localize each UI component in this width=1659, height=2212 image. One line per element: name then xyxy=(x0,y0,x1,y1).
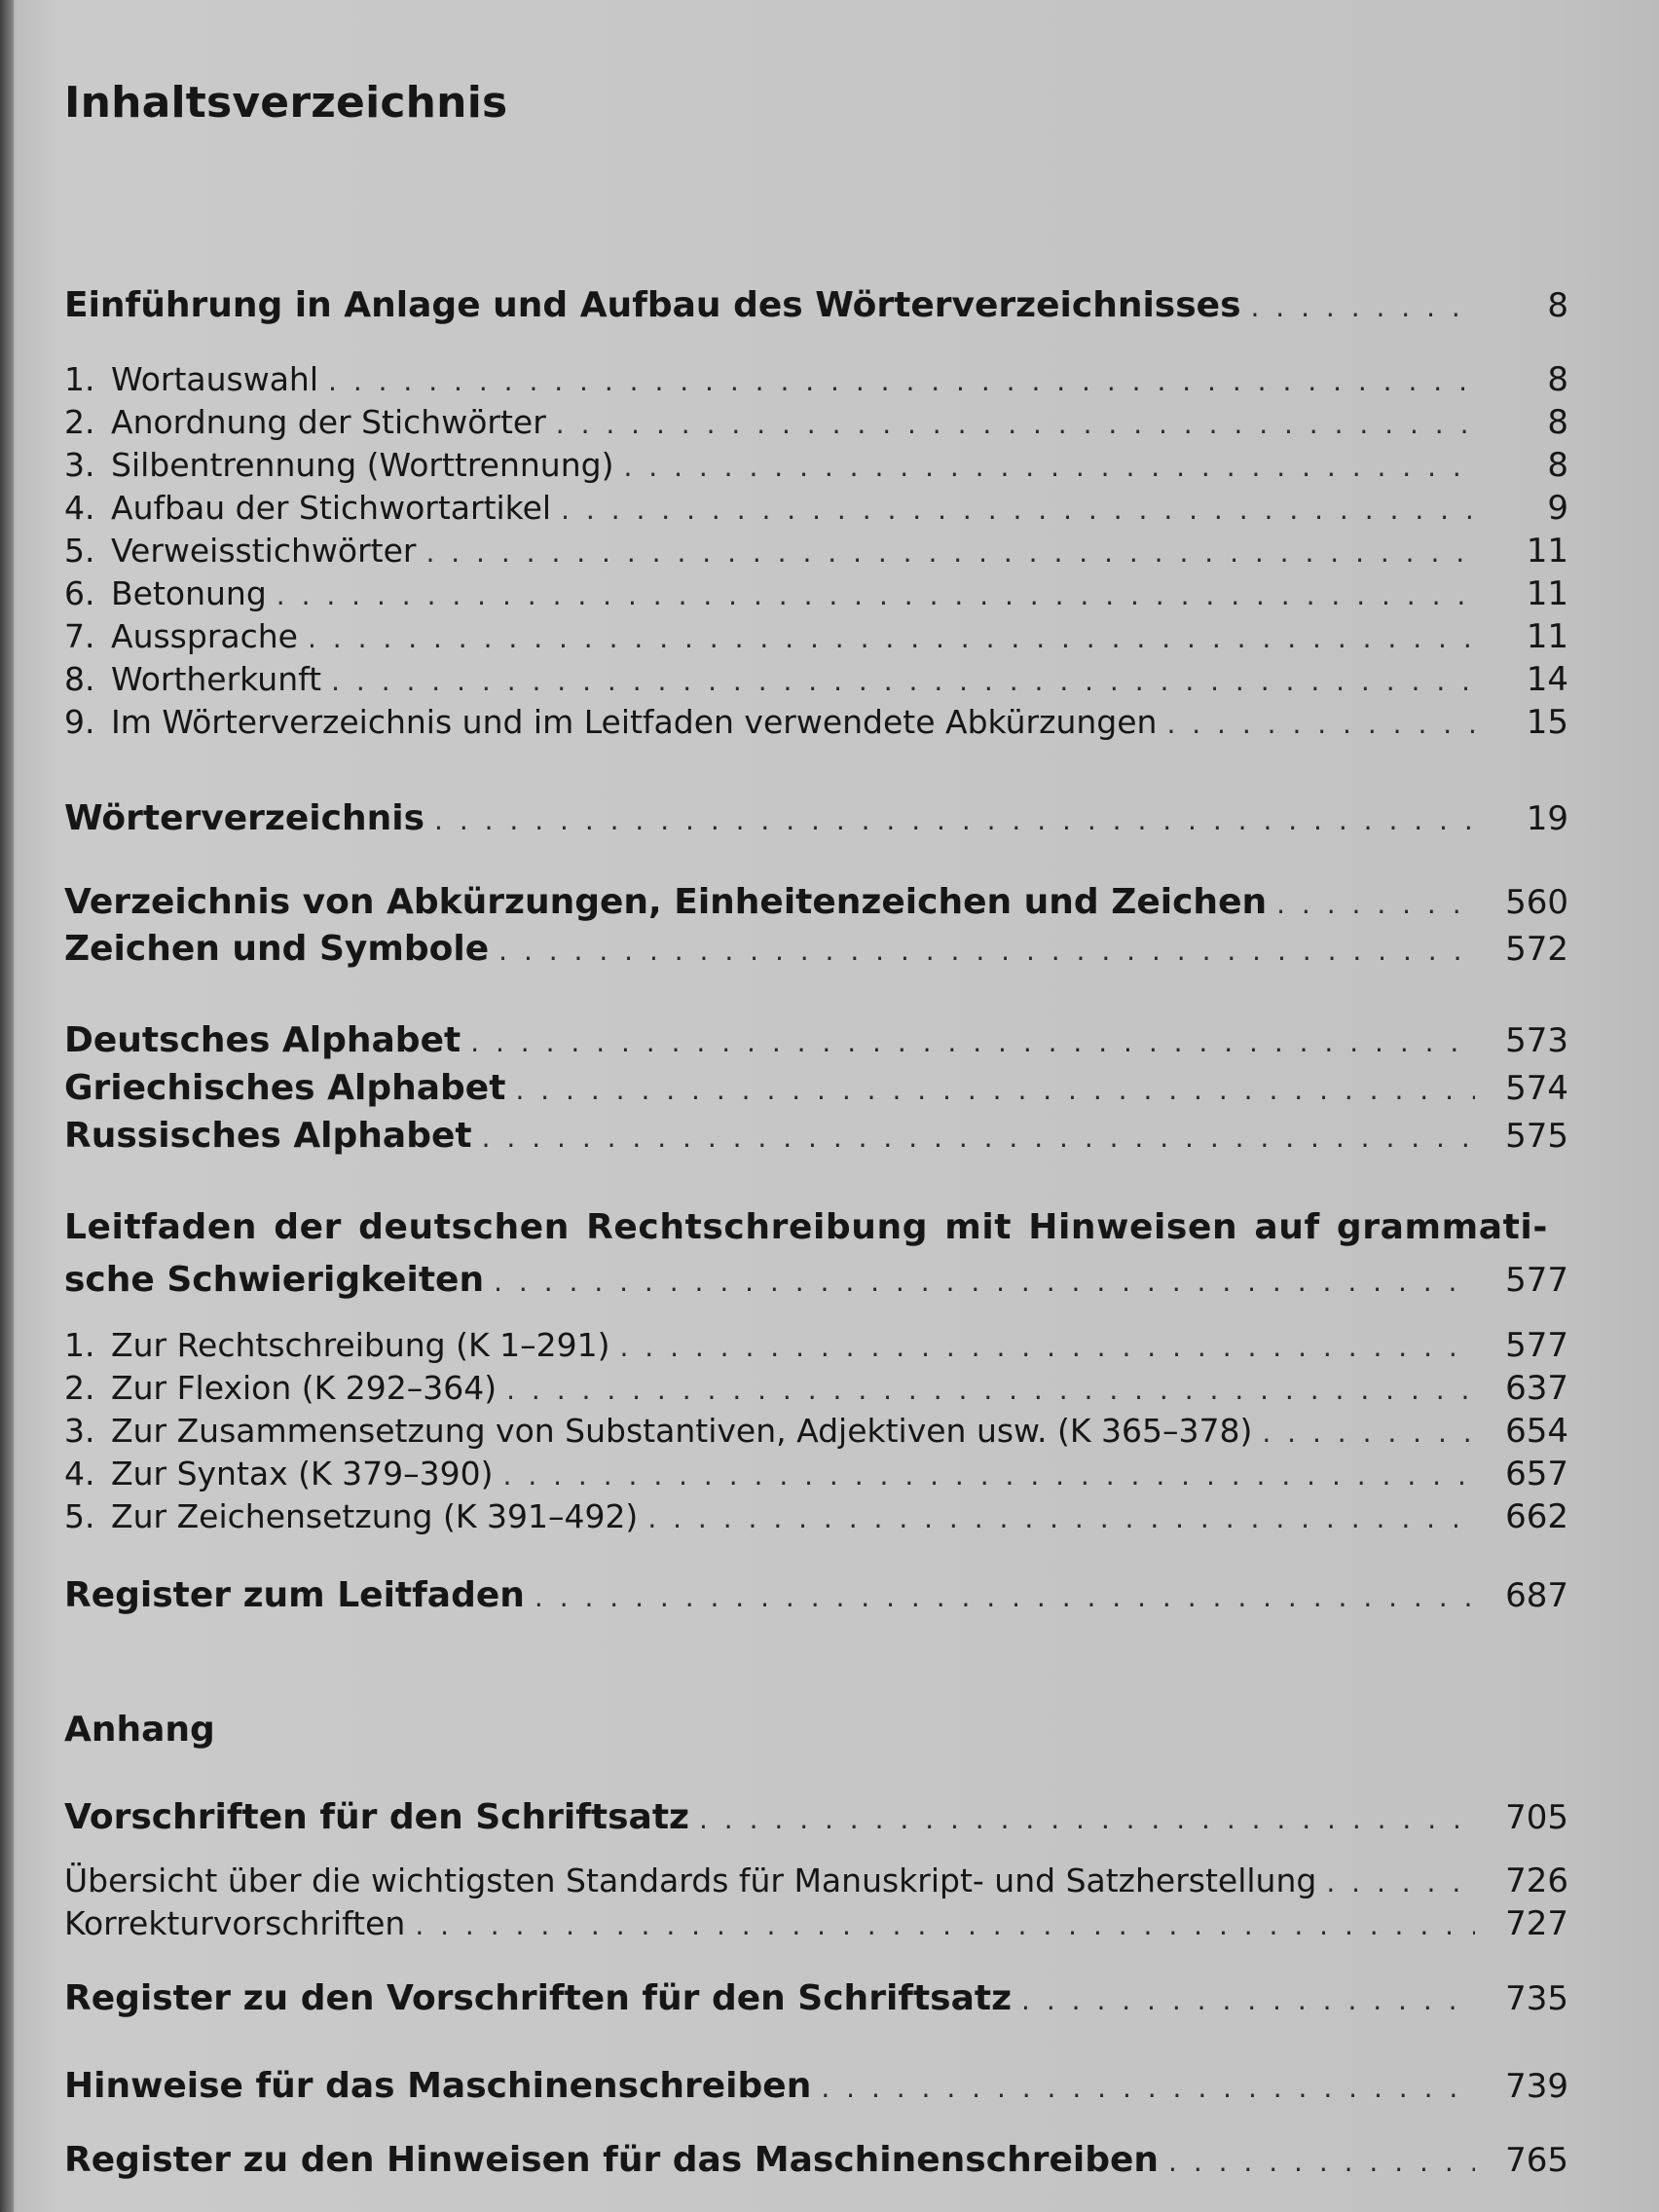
dot-leader xyxy=(434,804,1475,836)
toc-page-number: 574 xyxy=(1505,1069,1568,1108)
toc-subentry xyxy=(64,1369,1568,1408)
toc-entry-woerterverzeichnis xyxy=(64,798,1568,838)
toc-entry-label: Betonung xyxy=(111,574,267,612)
toc-entry-number: 5. xyxy=(64,1497,95,1535)
dot-leader xyxy=(1262,1417,1475,1449)
toc-entry-label: Verzeichnis von Abkürzungen, Einheitenzeichen und Zeichen xyxy=(64,882,1268,922)
toc-entry-number: 2. xyxy=(64,1369,95,1407)
toc-entry-number: 5. xyxy=(64,532,95,570)
toc-entry-number: 4. xyxy=(64,489,95,527)
toc-page-number: 14 xyxy=(1526,660,1568,699)
toc-entry-abkuerzungen xyxy=(64,882,1568,922)
toc-entry-zeichen xyxy=(64,929,1568,969)
toc-subentry xyxy=(64,532,1568,571)
toc-page-number: 739 xyxy=(1505,2067,1568,2106)
toc-entry-number: 1. xyxy=(64,1326,95,1364)
toc-subentry xyxy=(64,360,1568,399)
toc-entry-number: 4. xyxy=(64,1455,95,1493)
dot-leader xyxy=(415,1909,1475,1941)
toc-subentry xyxy=(64,617,1568,656)
toc-page-number: 577 xyxy=(1505,1261,1568,1300)
toc-page-number: 8 xyxy=(1547,403,1568,442)
dot-leader xyxy=(623,451,1475,483)
toc-entry-label: Russisches Alphabet xyxy=(64,1116,472,1156)
dot-leader xyxy=(276,579,1475,611)
toc-entry-label: Aussprache xyxy=(111,617,298,655)
dot-leader xyxy=(1166,708,1475,740)
toc-entry-label: Im Wörterverzeichnis und im Leitfaden verwendete Abkürzungen xyxy=(111,703,1158,741)
toc-subentry xyxy=(64,403,1568,442)
toc-page-number: 637 xyxy=(1505,1369,1568,1408)
toc-subentry xyxy=(64,1497,1568,1536)
toc-subentry xyxy=(64,1412,1568,1451)
toc-page-number: 11 xyxy=(1526,574,1568,613)
toc-entry-number: 9. xyxy=(64,703,95,741)
dot-leader xyxy=(470,1026,1475,1058)
toc-page-number: 9 xyxy=(1547,489,1568,528)
toc-entry-einfuehrung xyxy=(64,285,1568,325)
toc-page-number: 575 xyxy=(1505,1117,1568,1156)
toc-entry-label: Aufbau der Stichwortartikel xyxy=(111,489,552,527)
toc-entry-label: Korrekturvorschriften xyxy=(64,1904,406,1942)
toc-entry-number: 1. xyxy=(64,360,95,398)
toc-entry-label: Zeichen und Symbole xyxy=(64,929,490,969)
toc-entry-label: Zur Rechtschreibung (K 1–291) xyxy=(111,1326,610,1364)
dot-leader xyxy=(1021,1984,1475,2016)
toc-page-number: 19 xyxy=(1526,799,1568,838)
toc-entry-number: 2. xyxy=(64,403,95,441)
dot-leader xyxy=(328,365,1475,397)
dot-leader xyxy=(482,1122,1475,1154)
toc-subentry xyxy=(64,574,1568,613)
toc-entry-label: sche Schwierigkeiten xyxy=(64,1260,485,1300)
toc-page-number: 657 xyxy=(1505,1455,1568,1493)
toc-entry-griechisches-alphabet xyxy=(64,1068,1568,1108)
dot-leader xyxy=(699,1803,1475,1835)
toc-page-number: 573 xyxy=(1505,1021,1568,1060)
toc-entry-label: Einführung in Anlage und Aufbau des Wörterverzeichnisses xyxy=(64,285,1241,325)
dot-leader xyxy=(1168,2146,1475,2178)
dot-leader xyxy=(308,622,1475,654)
toc-entry-label: Deutsches Alphabet xyxy=(64,1020,461,1060)
toc-entry-label: Anordnung der Stichwörter xyxy=(111,403,546,441)
toc-page-number: 11 xyxy=(1526,532,1568,571)
toc-entry-label: Zur Syntax (K 379–390) xyxy=(111,1455,494,1493)
toc-page-number: 560 xyxy=(1505,883,1568,922)
toc-page-number: 735 xyxy=(1505,1979,1568,2018)
toc-entry-label: Register zum Leitfaden xyxy=(64,1575,525,1615)
toc-entry-number: 3. xyxy=(64,1412,95,1450)
toc-page-number: 15 xyxy=(1526,703,1568,742)
toc-entry-label: Zur Zeichensetzung (K 391–492) xyxy=(111,1497,639,1535)
toc-entry-label: Silbentrennung (Worttrennung) xyxy=(111,446,614,484)
toc-entry-label: Übersicht über die wichtigsten Standards für Manuskript- und Satzherstellung xyxy=(64,1862,1317,1899)
dot-leader xyxy=(494,1266,1475,1298)
book-spine-shadow xyxy=(0,0,14,2212)
toc-subentry xyxy=(64,1904,1568,1943)
toc-page-number: 8 xyxy=(1547,360,1568,399)
dot-leader xyxy=(503,1459,1475,1492)
toc-entry-deutsches-alphabet xyxy=(64,1020,1568,1060)
toc-entry-number: 3. xyxy=(64,446,95,484)
toc-entry-label: Register zu den Vorschriften für den Schriftsatz xyxy=(64,1978,1013,2018)
toc-entry-russisches-alphabet xyxy=(64,1116,1568,1156)
toc-entry-leitfaden-continued xyxy=(64,1260,1568,1300)
toc-subentry xyxy=(64,703,1568,742)
dot-leader xyxy=(1276,888,1475,920)
toc-page-number: 727 xyxy=(1505,1904,1568,1943)
toc-page-number: 705 xyxy=(1505,1798,1568,1837)
toc-entry-leitfaden xyxy=(64,1207,1568,1247)
toc-entry-label: Hinweise für das Maschinenschreiben xyxy=(64,2066,812,2106)
toc-page-number: 662 xyxy=(1505,1497,1568,1536)
dot-leader xyxy=(1326,1866,1475,1899)
toc-entry-number: 7. xyxy=(64,617,95,655)
toc-entry-label: Griechisches Alphabet xyxy=(64,1068,506,1108)
toc-page-number: 726 xyxy=(1505,1862,1568,1900)
toc-page-number: 8 xyxy=(1547,446,1568,485)
toc-entry-label: Wortherkunft xyxy=(111,660,322,698)
toc-entry-vorschriften xyxy=(64,1797,1568,1837)
toc-subentry xyxy=(64,1862,1568,1900)
toc-page-number: 654 xyxy=(1505,1412,1568,1451)
toc-subentry xyxy=(64,1326,1568,1365)
page-title: Inhaltsverzeichnis xyxy=(64,78,508,128)
dot-leader xyxy=(619,1331,1475,1363)
toc-entry-register-maschinenschreiben xyxy=(64,2140,1568,2180)
toc-entry-register-leitfaden xyxy=(64,1575,1568,1615)
dot-leader xyxy=(498,935,1475,967)
toc-page-number: 572 xyxy=(1505,930,1568,969)
dot-leader xyxy=(535,1581,1475,1613)
toc-page-number: 11 xyxy=(1526,617,1568,656)
toc-subentry xyxy=(64,1455,1568,1493)
dot-leader xyxy=(821,2072,1475,2104)
toc-page-number: 8 xyxy=(1547,286,1568,325)
dot-leader xyxy=(515,1074,1475,1106)
toc-page-number: 577 xyxy=(1505,1326,1568,1365)
dot-leader xyxy=(506,1374,1475,1406)
toc-subentry xyxy=(64,489,1568,528)
toc-entry-label: Zur Flexion (K 292–364) xyxy=(111,1369,498,1407)
toc-page-number: 687 xyxy=(1505,1576,1568,1615)
dot-leader xyxy=(561,494,1475,526)
toc-entry-label: Wortauswahl xyxy=(111,360,319,398)
dot-leader xyxy=(331,665,1475,697)
toc-entry-label: Wörterverzeichnis xyxy=(64,798,425,838)
toc-entry-number: 6. xyxy=(64,574,95,612)
dot-leader xyxy=(647,1502,1475,1534)
section-heading-anhang: Anhang xyxy=(64,1710,215,1750)
dot-leader xyxy=(425,536,1475,569)
toc-entry-label: Zur Zusammensetzung von Substantiven, Adjektiven usw. (K 365–378) xyxy=(111,1412,1253,1450)
dot-leader xyxy=(1251,291,1476,323)
toc-subentry xyxy=(64,446,1568,485)
toc-entry-number: 8. xyxy=(64,660,95,698)
toc-subentry xyxy=(64,660,1568,699)
toc-entry-register-vorschriften xyxy=(64,1978,1568,2018)
toc-page-number: 765 xyxy=(1505,2141,1568,2180)
toc-entry-label: Verweisstichwörter xyxy=(111,532,417,570)
toc-entry-label: Vorschriften für den Schriftsatz xyxy=(64,1797,689,1837)
toc-entry-label-line1: Leitfaden der deutschen Rechtschreibung mit Hinweisen auf grammati- xyxy=(64,1207,1548,1247)
dot-leader xyxy=(556,408,1475,440)
toc-entry-label: Register zu den Hinweisen für das Maschinenschreiben xyxy=(64,2140,1160,2180)
toc-entry-maschinenschreiben xyxy=(64,2066,1568,2106)
